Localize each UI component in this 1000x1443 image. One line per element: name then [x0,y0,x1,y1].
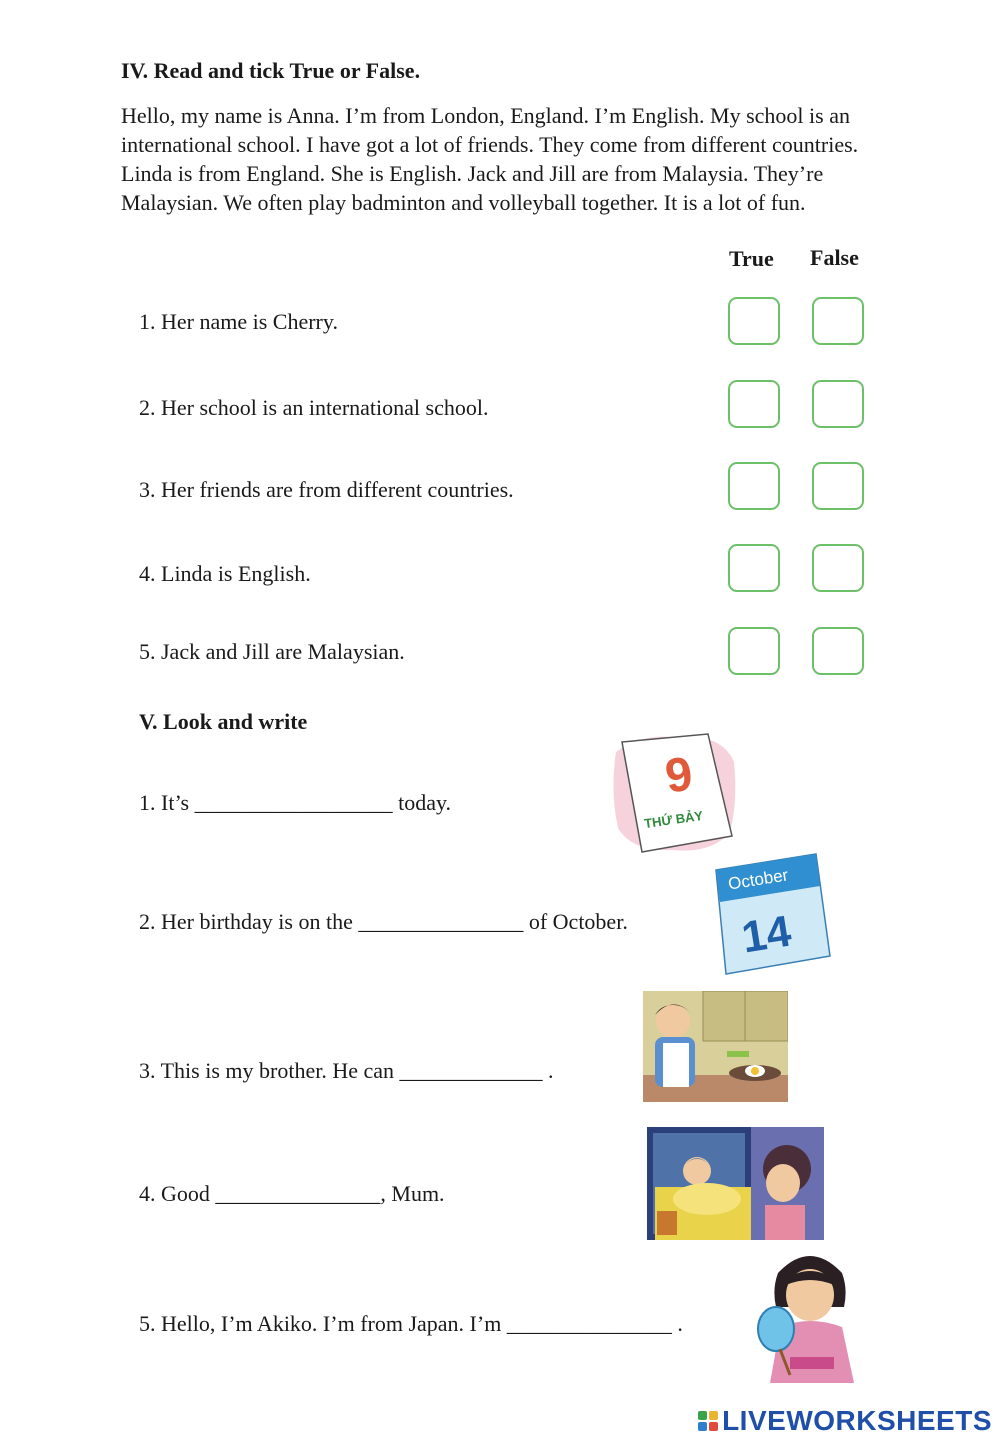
write-item-2: 2. Her birthday is on the _______________ of October. [139,909,628,934]
false-column-header: False [810,245,859,270]
statement-4: 4. Linda is English. [139,561,311,586]
good-night-image [647,1127,824,1240]
calendar-month: October [726,865,790,894]
write-item-5: 5. Hello, I’m Akiko. I’m from Japan. I’m _______________ . [139,1311,683,1336]
october-calendar-image [712,852,834,976]
true-checkbox-2[interactable] [728,380,780,428]
passage-line: Malaysian. We often play badminton and volleyball together. It is a lot of fun. [121,190,806,215]
false-checkbox-4[interactable] [812,544,864,592]
calendar-weekday: THỨ BẢY [643,807,704,832]
saturday-calendar-image [612,732,738,854]
calendar-day-number: 9 [662,747,696,804]
passage-line: Hello, my name is Anna. I’m from London, England. I’m English. My school is an [121,103,850,128]
true-column-header: True [729,246,774,271]
false-checkbox-5[interactable] [812,627,864,675]
write-item-4: 4. Good _______________, Mum. [139,1181,445,1206]
brand-name: LIVEWORKSHEETS [722,1405,992,1436]
statement-2: 2. Her school is an international school. [139,395,489,420]
statement-5: 5. Jack and Jill are Malaysian. [139,639,405,664]
true-checkbox-5[interactable] [728,627,780,675]
write-item-3: 3. This is my brother. He can _____________ . [139,1058,554,1083]
passage-line: international school. I have got a lot of friends. They come from different countries. [121,132,859,157]
liveworksheets-logo[interactable] [698,1405,992,1437]
boy-cooking-image [643,991,788,1102]
true-checkbox-3[interactable] [728,462,780,510]
false-checkbox-1[interactable] [812,297,864,345]
false-checkbox-3[interactable] [812,462,864,510]
section-iv-heading: IV. Read and tick True or False. [121,58,421,83]
true-checkbox-4[interactable] [728,544,780,592]
statement-3: 3. Her friends are from different countries. [139,477,514,502]
akiko-image [750,1245,878,1385]
passage-line: Linda is from England. She is English. Jack and Jill are from Malaysia. They’re [121,161,824,186]
reading-passage [121,101,941,217]
section-v-heading: V. Look and write [139,709,308,734]
false-checkbox-2[interactable] [812,380,864,428]
statement-1: 1. Her name is Cherry. [139,309,338,334]
liveworksheets-icon [698,1411,718,1431]
write-item-1: 1. It’s __________________ today. [139,790,452,815]
true-checkbox-1[interactable] [728,297,780,345]
calendar-date: 14 [738,906,795,963]
